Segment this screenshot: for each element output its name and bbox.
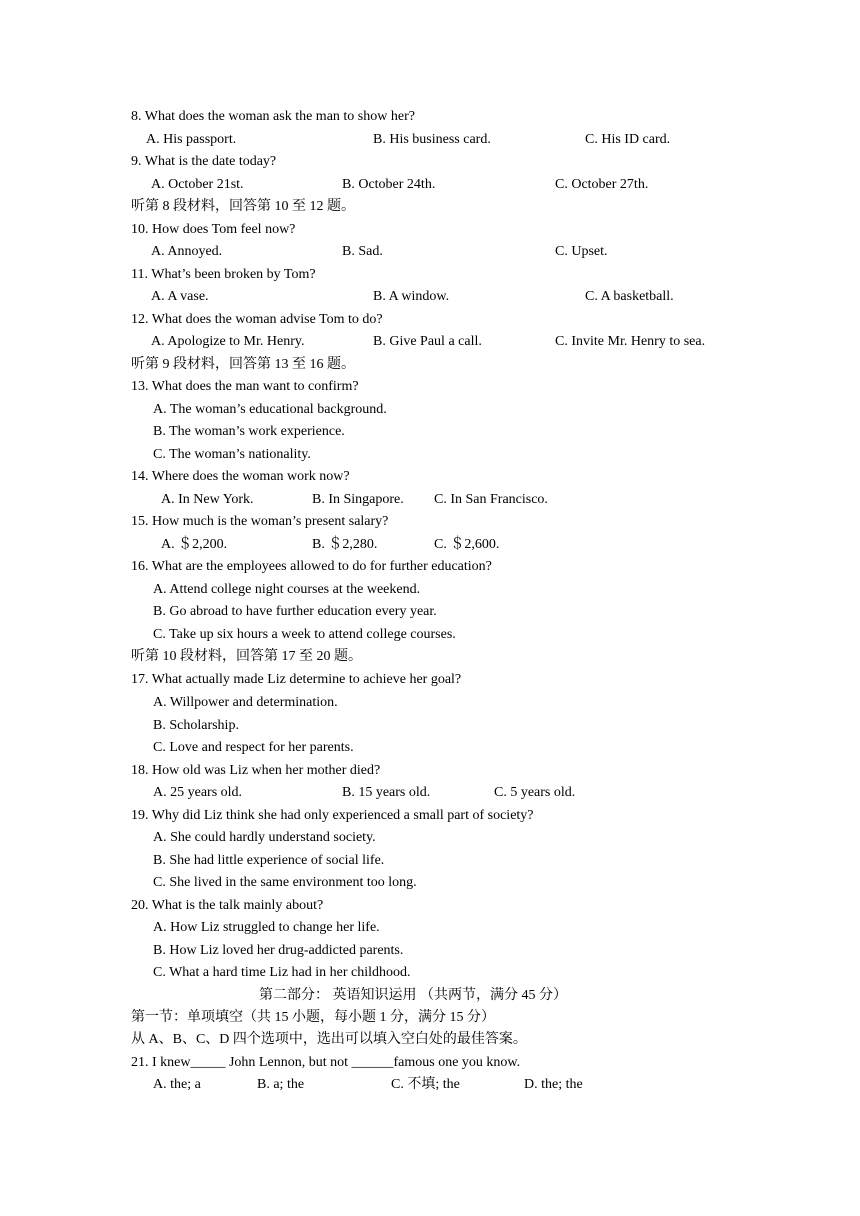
answer-option: A. Attend college night courses at the weekend.: [153, 582, 421, 597]
answer-option: C. Invite Mr. Henry to sea.: [555, 334, 706, 349]
question-text: 11. What’s been broken by Tom?: [131, 267, 316, 282]
answer-option: C. Love and respect for her parents.: [153, 740, 354, 755]
answer-option: A. October 21st.: [151, 177, 244, 192]
answer-option: B. Scholarship.: [153, 718, 239, 733]
section-instruction: 听第 10 段材料，回答第 17 至 20 题。: [131, 649, 362, 664]
question-text: 14. Where does the woman work now?: [131, 469, 350, 484]
answer-option: B. Give Paul a call.: [373, 334, 482, 349]
answer-option: A. She could hardly understand society.: [153, 830, 376, 845]
answer-option: A. 25 years old.: [153, 785, 243, 800]
answer-option: C. 5 years old.: [494, 785, 576, 800]
answer-option: B. A window.: [373, 289, 450, 304]
question-text: 19. Why did Liz think she had only experienced a small part of society?: [131, 808, 534, 823]
answer-option: B. October 24th.: [342, 177, 436, 192]
question-text: 20. What is the talk mainly about?: [131, 898, 324, 913]
answer-option: B. Go abroad to have further education every year.: [153, 604, 437, 619]
answer-option: C. Take up six hours a week to attend college courses.: [153, 627, 456, 642]
answer-option: B. 15 years old.: [342, 785, 431, 800]
answer-option: A. the; a: [153, 1077, 201, 1092]
answer-option: C. In San Francisco.: [434, 492, 548, 507]
question-text: 9. What is the date today?: [131, 154, 277, 169]
section-instruction: 听第 9 段材料，回答第 13 至 16 题。: [131, 357, 355, 372]
answer-option: B. His business card.: [373, 132, 491, 147]
answer-option: C. Upset.: [555, 244, 608, 259]
answer-option: C. What a hard time Liz had in her childhood.: [153, 965, 411, 980]
answer-option: B. In Singapore.: [312, 492, 404, 507]
answer-option: C. A basketball.: [585, 289, 674, 304]
section-instruction: 从 A、B、C、D 四个选项中，选出可以填入空白处的最佳答案。: [131, 1032, 527, 1047]
question-text: 17. What actually made Liz determine to achieve her goal?: [131, 672, 462, 687]
answer-option: C. She lived in the same environment too long.: [153, 875, 417, 890]
answer-option: C. 不填; the: [391, 1077, 460, 1092]
answer-option: A. Annoyed.: [151, 244, 223, 259]
answer-option: A. Apologize to Mr. Henry.: [151, 334, 305, 349]
section-instruction: 听第 8 段材料，回答第 10 至 12 题。: [131, 199, 355, 214]
answer-option: A. The woman’s educational background.: [153, 402, 387, 417]
question-text: 10. How does Tom feel now?: [131, 222, 296, 237]
answer-option: B. How Liz loved her drug-addicted parents.: [153, 943, 404, 958]
answer-option: C. The woman’s nationality.: [153, 447, 311, 462]
question-text: 18. How old was Liz when her mother died?: [131, 763, 381, 778]
question-text: 21. I knew_____ John Lennon, but not ______famous one you know.: [131, 1055, 521, 1070]
answer-option: B. Sad.: [342, 244, 383, 259]
answer-option: A. ＄2,200.: [161, 537, 228, 552]
answer-option: A. A vase.: [151, 289, 209, 304]
answer-option: A. In New York.: [161, 492, 254, 507]
question-text: 16. What are the employees allowed to do for further education?: [131, 559, 492, 574]
part-heading: 第二部分： 英语知识运用 （共两节，满分 45 分）: [259, 988, 567, 1003]
question-text: 8. What does the woman ask the man to show her?: [131, 109, 415, 124]
answer-option: B. ＄2,280.: [312, 537, 378, 552]
section-instruction: 第一节：单项填空（共 15 小题，每小题 1 分，满分 15 分）: [131, 1010, 495, 1025]
answer-option: B. The woman’s work experience.: [153, 424, 345, 439]
question-text: 13. What does the man want to confirm?: [131, 379, 359, 394]
answer-option: A. His passport.: [146, 132, 237, 147]
question-text: 12. What does the woman advise Tom to do?: [131, 312, 383, 327]
answer-option: B. She had little experience of social life.: [153, 853, 385, 868]
answer-option: D. the; the: [524, 1077, 583, 1092]
answer-option: B. a; the: [257, 1077, 305, 1092]
answer-option: C. October 27th.: [555, 177, 649, 192]
question-text: 15. How much is the woman’s present salary?: [131, 514, 389, 529]
answer-option: A. Willpower and determination.: [153, 695, 338, 710]
answer-option: A. How Liz struggled to change her life.: [153, 920, 380, 935]
answer-option: C. His ID card.: [585, 132, 671, 147]
answer-option: C. ＄2,600.: [434, 537, 500, 552]
